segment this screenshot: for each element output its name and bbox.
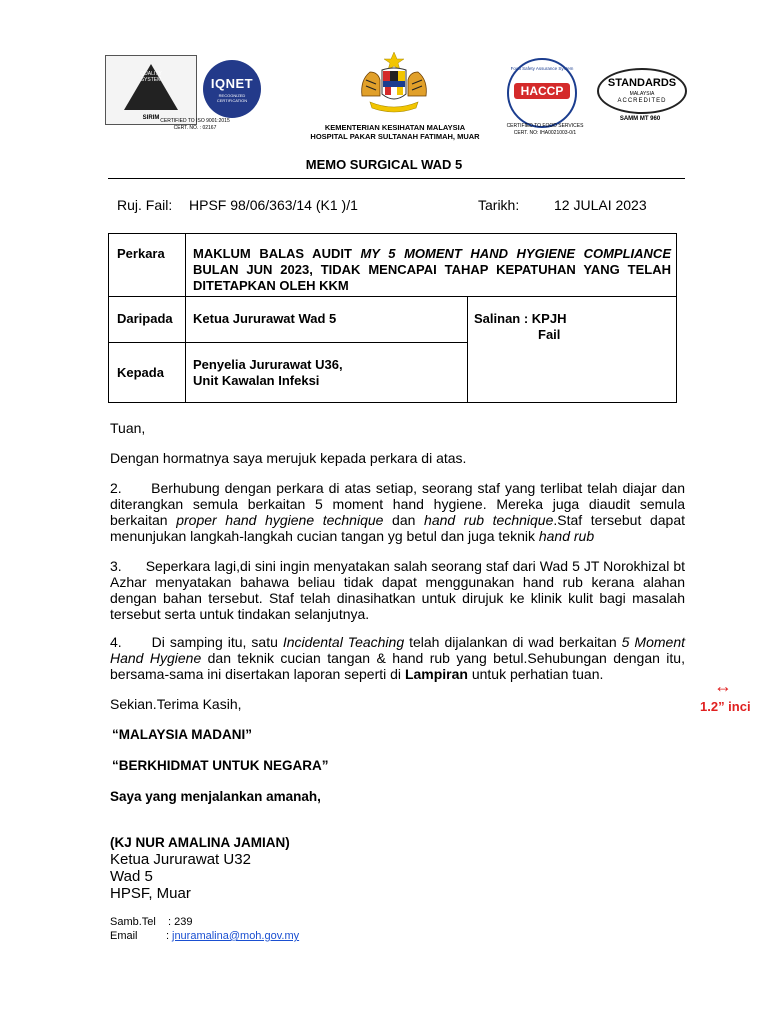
food-cert-text	[495, 123, 595, 137]
signatory-title: Ketua Jururawat U32	[110, 851, 251, 868]
iqnet-title: IQNET	[210, 76, 254, 91]
hospital-name: HOSPITAL PAKAR SULTANAH FATIMAH, MUAR	[310, 132, 480, 141]
email-link[interactable]: jnuramalina@moh.gov.my	[172, 930, 300, 942]
file-ref-label: Ruj. Fail:	[117, 197, 173, 213]
haccp-title: HACCP	[514, 83, 570, 99]
sirim-line-2: SYSTEM	[140, 77, 162, 83]
standards-country: MALAYSIA	[629, 91, 655, 97]
standards-malaysia-logo	[597, 68, 687, 114]
standards-title: STANDARDS	[607, 77, 677, 89]
sirim-logo	[105, 55, 197, 125]
salutation: Tuan,	[110, 420, 146, 436]
email-colon: :	[166, 930, 170, 942]
salinan-value: Fail	[538, 327, 561, 342]
daripada-value: Ketua Jururawat Wad 5	[193, 311, 337, 326]
kepada-value	[193, 357, 343, 389]
salinan-label: Salinan : KPJH	[474, 311, 567, 326]
paragraph-3: 3. Seperkara lagi,di sini ingin menyatakan salah seorang staf dari Wad 5 JT Norokhizal bt Azhar menyatakan bahawa beliau tidak dapat menggunakan hand rub kerana alahan dengan bahan tersebut. Staf telah dinasihatkan untuk dirujuk ke klinik kulit bagi masalah tersebut serta untuk tindakan selanjutnya.	[110, 558, 685, 622]
tel-label: Samb.Tel	[110, 916, 156, 928]
food-cert-line-2: CERT. NO: IHA0021003-0/1	[513, 130, 577, 136]
date-label: Tarikh:	[478, 197, 520, 213]
date-value: 12 JULAI 2023	[554, 197, 647, 213]
kepada-label: Kepada	[117, 365, 164, 380]
perkara-value: MAKLUM BALAS AUDIT MY 5 MOMENT HAND HYGIENE COMPLIANCE BULAN JUN 2023, TIDAK MENCAPAI TAHAP KEPATUHAN YANG TELAH DITETAPKAN OLEH KKM	[193, 246, 671, 293]
iso-cert-text	[140, 118, 250, 132]
paragraph-4: 4. Di samping itu, satu Incidental Teaching telah dijalankan di wad berkaitan 5 Moment Hand Hygiene dan teknik cucian tangan & hand rub yang betul.Sehubungan dengan itu, bersama-sama ini disertakan laporan seperti di Lampiran untuk perhatian tuan.	[110, 634, 685, 682]
closing-line: Sekian.Terima Kasih,	[110, 696, 242, 712]
perkara-label: Perkara	[117, 246, 165, 261]
malaysia-coat-of-arms-icon	[356, 50, 432, 118]
iqnet-logo	[203, 60, 261, 118]
table-col-divider	[467, 296, 468, 402]
margin-annotation: 1.2” inci	[700, 699, 751, 714]
memo-details-table	[108, 233, 677, 403]
ministry-name: KEMENTERIAN KESIHATAN MALAYSIA	[324, 123, 466, 132]
iqnet-subtitle: RECOGNIZED CERTIFICATION	[216, 93, 248, 103]
double-arrow-icon: ↔	[714, 676, 732, 696]
paragraph-2: 2. Berhubung dengan perkara di atas setiap, seorang staf yang terlibat telah diajar dan diterangkan semula berkaitan 5 moment hand hygiene. Mereka juga diaudit semula berkaitan proper hand hygiene technique dan hand rub technique.Staf tersebut dapat menunjukan langkah-langkah cucian tangan yg betul dan juga teknik hand rub	[110, 480, 686, 544]
table-row-divider	[109, 342, 467, 343]
kepada-line-1: Penyelia Jururawat U36,	[193, 357, 343, 372]
table-col-divider	[185, 234, 186, 402]
email-label: Email	[110, 930, 138, 942]
ministry-header	[270, 123, 520, 141]
food-cert-line-1: CERTIFIED TO FOOD SERVICES	[506, 123, 584, 129]
standards-status: ACCREDITED	[617, 98, 667, 104]
tel-value: : 239	[168, 916, 193, 928]
opening-line: Dengan hormatnya saya merujuk kepada perkara di atas.	[110, 450, 467, 466]
sirim-name: SIRIM	[142, 115, 160, 121]
sirim-line-1: QUALITY	[140, 71, 162, 77]
signatory-place: HPSF, Muar	[110, 885, 191, 902]
sirim-quality-text	[106, 71, 196, 83]
signatory-ward: Wad 5	[110, 868, 153, 885]
memo-title: MEMO SURGICAL WAD 5	[305, 157, 463, 172]
haccp-ring-text: Food Safety Assurance System	[510, 66, 574, 71]
samm-number: SAMM MT 960	[619, 116, 661, 122]
kepada-line-2: Unit Kawalan Infeksi	[193, 373, 320, 388]
daripada-label: Daripada	[117, 311, 173, 326]
amanah-line: Saya yang menjalankan amanah,	[110, 789, 321, 804]
iso-cert-line-1: CERTIFIED TO ISO 9001:2015	[160, 118, 230, 124]
motto-berkhidmat: “BERKHIDMAT UNTUK NEGARA”	[112, 758, 329, 773]
motto-malaysia-madani: “MALAYSIA MADANI”	[112, 727, 253, 742]
file-ref-value: HPSF 98/06/363/14 (K1 )/1	[189, 197, 358, 213]
haccp-logo	[507, 58, 577, 128]
title-divider	[108, 178, 685, 179]
signatory-name: (KJ NUR AMALINA JAMIAN)	[110, 835, 290, 850]
table-row-divider	[109, 296, 676, 297]
iso-cert-line-2: CERT. NO. : 02167	[173, 125, 217, 131]
